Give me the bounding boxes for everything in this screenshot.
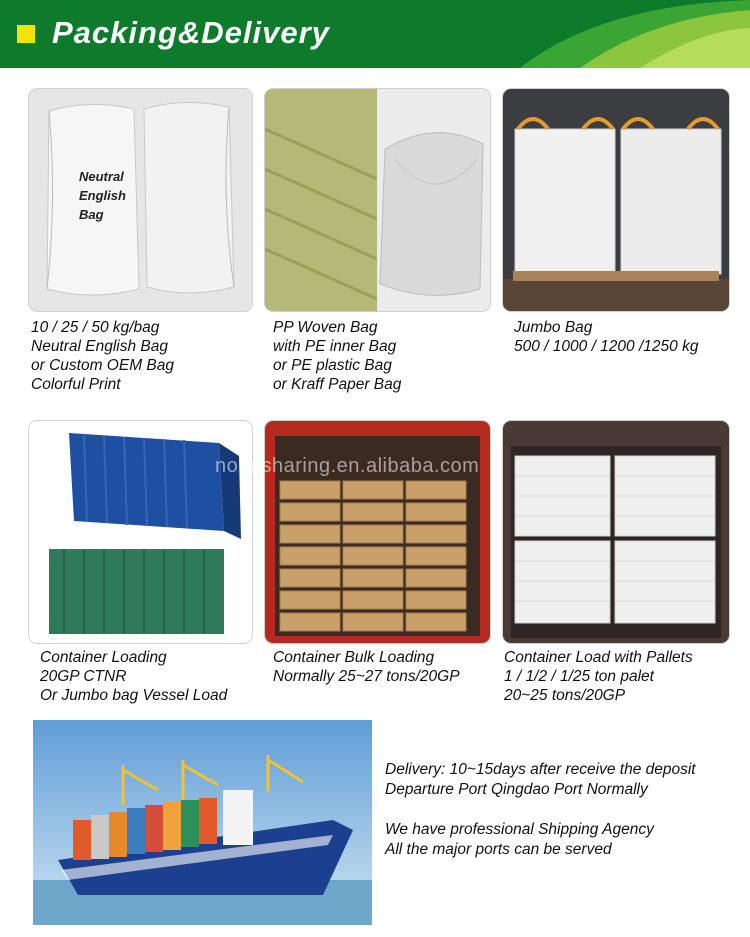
caption-line: Neutral English Bag xyxy=(31,338,168,355)
bag-print-line-1: Neutral xyxy=(79,169,124,184)
caption-line: Jumbo Bag xyxy=(514,319,593,336)
caption-pallet-loading xyxy=(504,648,693,705)
delivery-line: We have professional Shipping Agency xyxy=(385,821,654,838)
caption-line: with PE inner Bag xyxy=(273,338,397,355)
caption-line: Container Loading xyxy=(40,649,167,666)
caption-line: or Kraff Paper Bag xyxy=(273,376,402,393)
photo-pallet-loading xyxy=(503,421,729,643)
caption-line: 20~25 tons/20GP xyxy=(504,687,626,704)
photo-jumbo-bag xyxy=(503,89,729,311)
caption-jumbo-bag xyxy=(514,318,698,356)
page-title: Packing&Delivery xyxy=(52,15,330,50)
caption-line: 10 / 25 / 50 kg/bag xyxy=(31,319,160,336)
caption-bulk-loading xyxy=(273,648,460,686)
caption-line: 1 / 1/2 / 1/25 ton palet xyxy=(504,668,654,685)
photo-neutral-english-bag xyxy=(29,89,252,311)
delivery-info xyxy=(385,760,696,860)
caption-line: 20GP CTNR xyxy=(40,668,127,685)
delivery-line: Departure Port Qingdao Port Normally xyxy=(385,781,648,798)
watermark: nongsharing.en.alibaba.com xyxy=(215,455,480,477)
photo-cargo-ship xyxy=(33,720,372,925)
caption-line: Or Jumbo bag Vessel Load xyxy=(40,687,228,704)
caption-pp-woven-bag xyxy=(273,318,401,394)
caption-line: PP Woven Bag xyxy=(273,319,378,336)
bag-print-line-2: English xyxy=(79,188,126,203)
bag-print-line-3: Bag xyxy=(79,207,104,222)
caption-line: Container Bulk Loading xyxy=(273,649,435,666)
header-banner xyxy=(0,0,750,68)
delivery-line: All the major ports can be served xyxy=(385,841,612,858)
photo-pp-woven-bag xyxy=(265,89,490,311)
caption-neutral-english-bag xyxy=(31,318,174,394)
caption-line: or Custom OEM Bag xyxy=(31,357,174,374)
caption-line: Container Load with Pallets xyxy=(504,649,693,666)
spacer xyxy=(385,800,696,820)
accent-square xyxy=(17,25,35,43)
caption-line: 500 / 1000 / 1200 /1250 kg xyxy=(514,338,699,355)
caption-line: Normally 25~27 tons/20GP xyxy=(273,668,460,685)
delivery-line: Delivery: 10~15days after receive the deposit xyxy=(385,761,696,778)
caption-line: or PE plastic Bag xyxy=(273,357,392,374)
caption-line: Colorful Print xyxy=(31,376,121,393)
caption-container-loading xyxy=(40,648,227,705)
